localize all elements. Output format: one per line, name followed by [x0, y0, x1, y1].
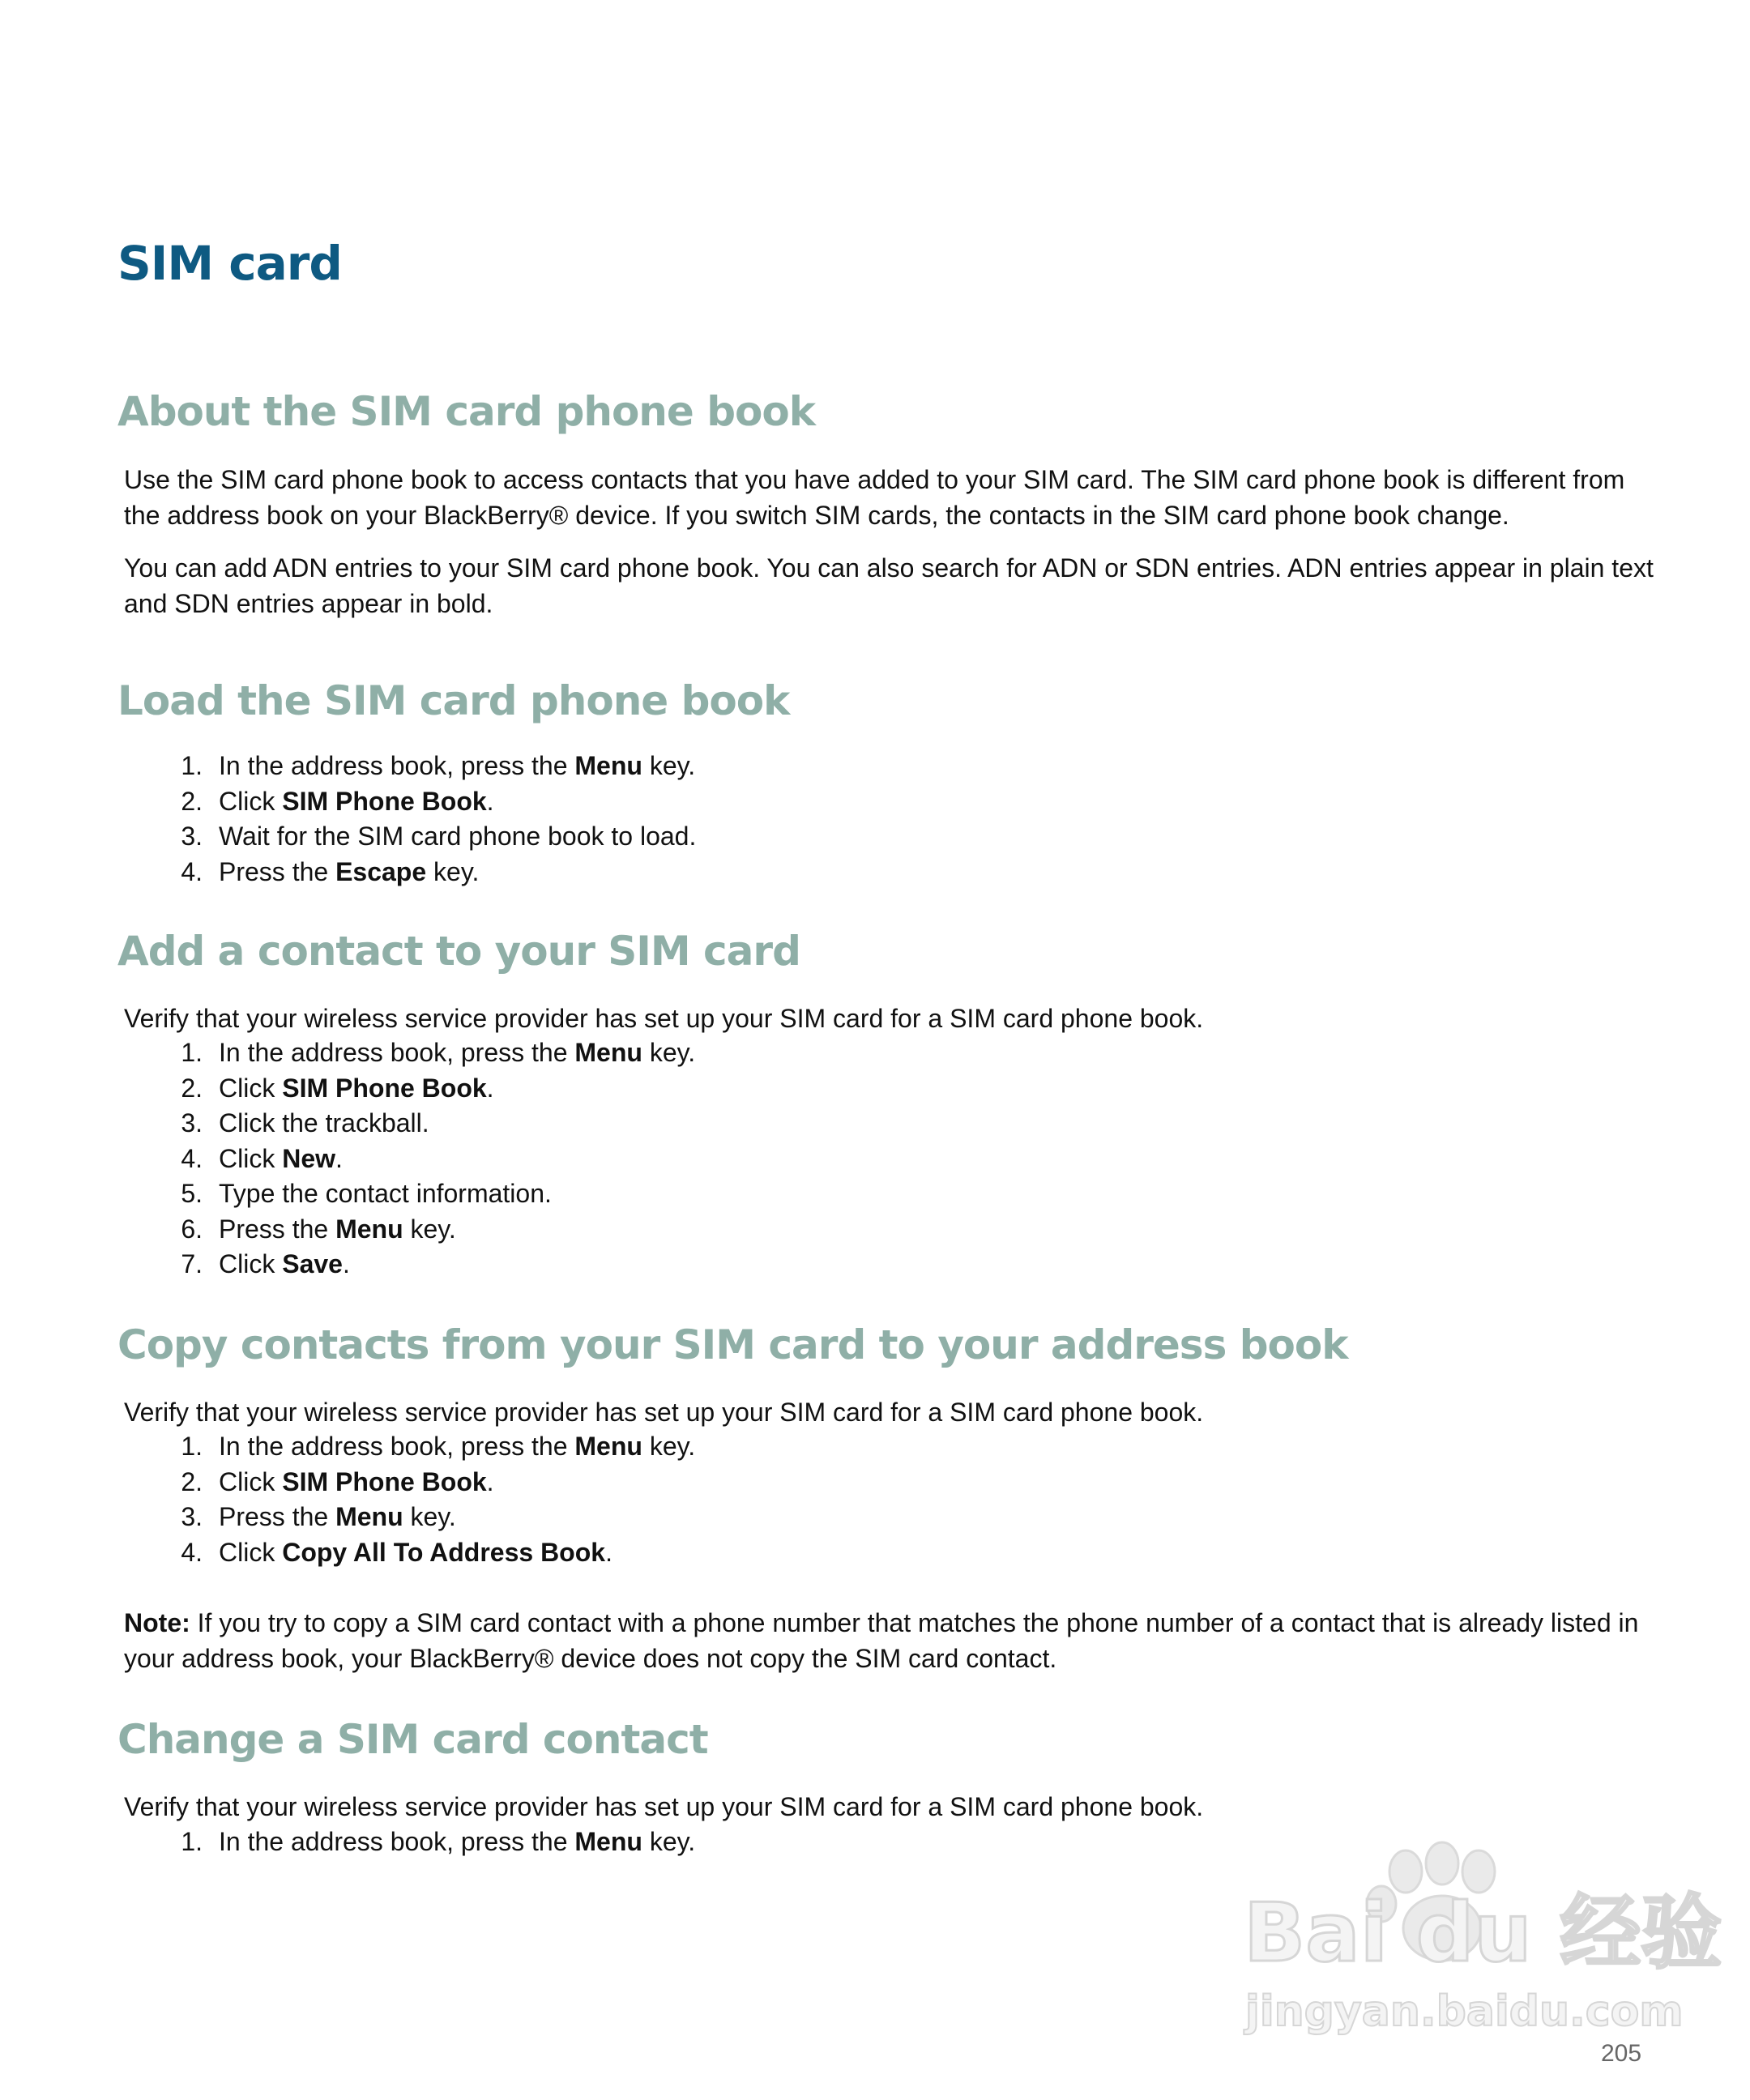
- step-text-end: key.: [403, 1214, 456, 1244]
- step-number: 1.: [181, 751, 203, 780]
- step-key-term: SIM Phone Book: [282, 786, 487, 816]
- heading-load-sim-phone-book: Load the SIM card phone book: [117, 677, 790, 724]
- step-item: [154, 1247, 695, 1283]
- heading-change-contact: Change a SIM card contact: [117, 1716, 708, 1763]
- step-text-end: key.: [426, 856, 480, 886]
- step-text-end: .: [486, 1466, 494, 1496]
- heading-about-sim-phone-book: About the SIM card phone book: [117, 388, 815, 435]
- note-text: If you try to copy a SIM card contact with a phone number that matches the phone number of a contact that is already listed in your address book, your BlackBerry® device does not copy the SIM card contact.: [124, 1608, 1639, 1673]
- step-item: [154, 1071, 695, 1107]
- step-text-end: key.: [642, 1038, 696, 1067]
- step-number: 4.: [181, 856, 203, 886]
- step-text: Click: [219, 1249, 283, 1278]
- step-key-term: Save: [282, 1249, 343, 1278]
- step-text: In the address book, press the: [219, 1038, 575, 1067]
- page-number: 205: [1601, 2040, 1642, 2067]
- step-key-term: Menu: [574, 1038, 642, 1067]
- add-intro: Verify that your wireless service provider has set up your SIM card for a SIM card phone book.: [124, 1004, 1204, 1033]
- about-paragraph-1: Use the SIM card phone book to access contacts that you have added to your SIM card. The SIM card phone book is different from the address book on your BlackBerry® device. If you switch SIM cards, the contacts in the SIM card phone book change.: [124, 465, 1625, 530]
- step-text: In the address book, press the: [219, 1432, 575, 1461]
- step-number: 6.: [181, 1214, 203, 1244]
- step-text-end: key.: [642, 1432, 696, 1461]
- step-key-term: Menu: [574, 1827, 642, 1856]
- step-text-end: .: [335, 1143, 343, 1173]
- copy-note: [124, 1605, 1663, 1676]
- step-text: Click the trackball.: [219, 1108, 429, 1138]
- step-key-term: New: [282, 1143, 336, 1173]
- step-text: Click: [219, 1466, 283, 1496]
- step-key-term: Menu: [335, 1502, 403, 1531]
- step-number: 1.: [181, 1038, 203, 1067]
- step-text-end: .: [342, 1249, 350, 1278]
- step-number: 5.: [181, 1179, 203, 1208]
- step-item: [154, 1500, 695, 1535]
- step-text-end: .: [486, 1073, 494, 1103]
- step-text: Click: [219, 1143, 283, 1173]
- step-item: [154, 1142, 695, 1177]
- step-text-end: .: [486, 786, 494, 816]
- step-text: Press the: [219, 1214, 336, 1244]
- step-item: [154, 749, 696, 784]
- step-key-term: Copy All To Address Book: [282, 1537, 606, 1567]
- step-item: [154, 855, 696, 890]
- step-text-end: .: [605, 1537, 612, 1567]
- step-key-term: Menu: [574, 1432, 642, 1461]
- step-text: Click: [219, 1537, 283, 1567]
- step-item: [154, 784, 696, 820]
- add-steps-list: [154, 1035, 695, 1283]
- step-number: 3.: [181, 1502, 203, 1531]
- step-number: 1.: [181, 1827, 203, 1856]
- step-item: [154, 1429, 695, 1465]
- step-number: 2.: [181, 786, 203, 816]
- step-text-end: key.: [642, 751, 696, 780]
- step-text: Click: [219, 1073, 283, 1103]
- step-text: Click: [219, 786, 283, 816]
- step-number: 3.: [181, 1108, 203, 1138]
- note-label: Note:: [124, 1608, 190, 1637]
- step-key-term: SIM Phone Book: [282, 1073, 487, 1103]
- step-number: 2.: [181, 1073, 203, 1103]
- step-text: Press the: [219, 856, 336, 886]
- step-key-term: Menu: [574, 751, 642, 780]
- page-title: SIM card: [117, 236, 342, 291]
- heading-add-contact: Add a contact to your SIM card: [117, 928, 800, 975]
- copy-steps-list: [154, 1429, 695, 1570]
- step-item: [154, 1825, 695, 1860]
- heading-copy-contacts: Copy contacts from your SIM card to your address book: [117, 1321, 1348, 1368]
- step-number: 3.: [181, 822, 203, 851]
- copy-intro: Verify that your wireless service provider has set up your SIM card for a SIM card phone book.: [124, 1398, 1204, 1427]
- step-item: [154, 1535, 695, 1571]
- step-item: [154, 1465, 695, 1500]
- step-key-term: SIM Phone Book: [282, 1466, 487, 1496]
- paw-logo-icon: [1244, 1839, 1722, 2036]
- step-item: [154, 819, 696, 855]
- step-text: In the address book, press the: [219, 1827, 575, 1856]
- watermark-brand-text: Bai du 经验: [1244, 1885, 1722, 1980]
- about-paragraph-2: You can add ADN entries to your SIM card phone book. You can also search for ADN or SDN entries. ADN entries appear in plain text and SDN entries appear in bold.: [124, 553, 1654, 618]
- step-text-end: key.: [403, 1502, 456, 1531]
- baidu-watermark-logo: [1244, 1839, 1722, 2036]
- step-key-term: Menu: [335, 1214, 403, 1244]
- step-item: [154, 1035, 695, 1071]
- step-item: [154, 1106, 695, 1142]
- step-key-term: Escape: [335, 856, 427, 886]
- step-text: Type the contact information.: [219, 1179, 552, 1208]
- step-text: In the address book, press the: [219, 751, 575, 780]
- step-number: 4.: [181, 1143, 203, 1173]
- watermark-url-text: jingyan.baidu.com: [1245, 1987, 1684, 2036]
- step-number: 7.: [181, 1249, 203, 1278]
- step-item: [154, 1176, 695, 1212]
- step-item: [154, 1212, 695, 1248]
- step-text: Press the: [219, 1502, 336, 1531]
- step-number: 2.: [181, 1466, 203, 1496]
- change-intro: Verify that your wireless service provider has set up your SIM card for a SIM card phone book.: [124, 1792, 1204, 1821]
- step-number: 1.: [181, 1432, 203, 1461]
- change-steps-list: [154, 1825, 695, 1860]
- load-steps-list: [154, 749, 696, 890]
- step-text: Wait for the SIM card phone book to load.: [219, 822, 697, 851]
- step-number: 4.: [181, 1537, 203, 1567]
- step-text-end: key.: [642, 1827, 696, 1856]
